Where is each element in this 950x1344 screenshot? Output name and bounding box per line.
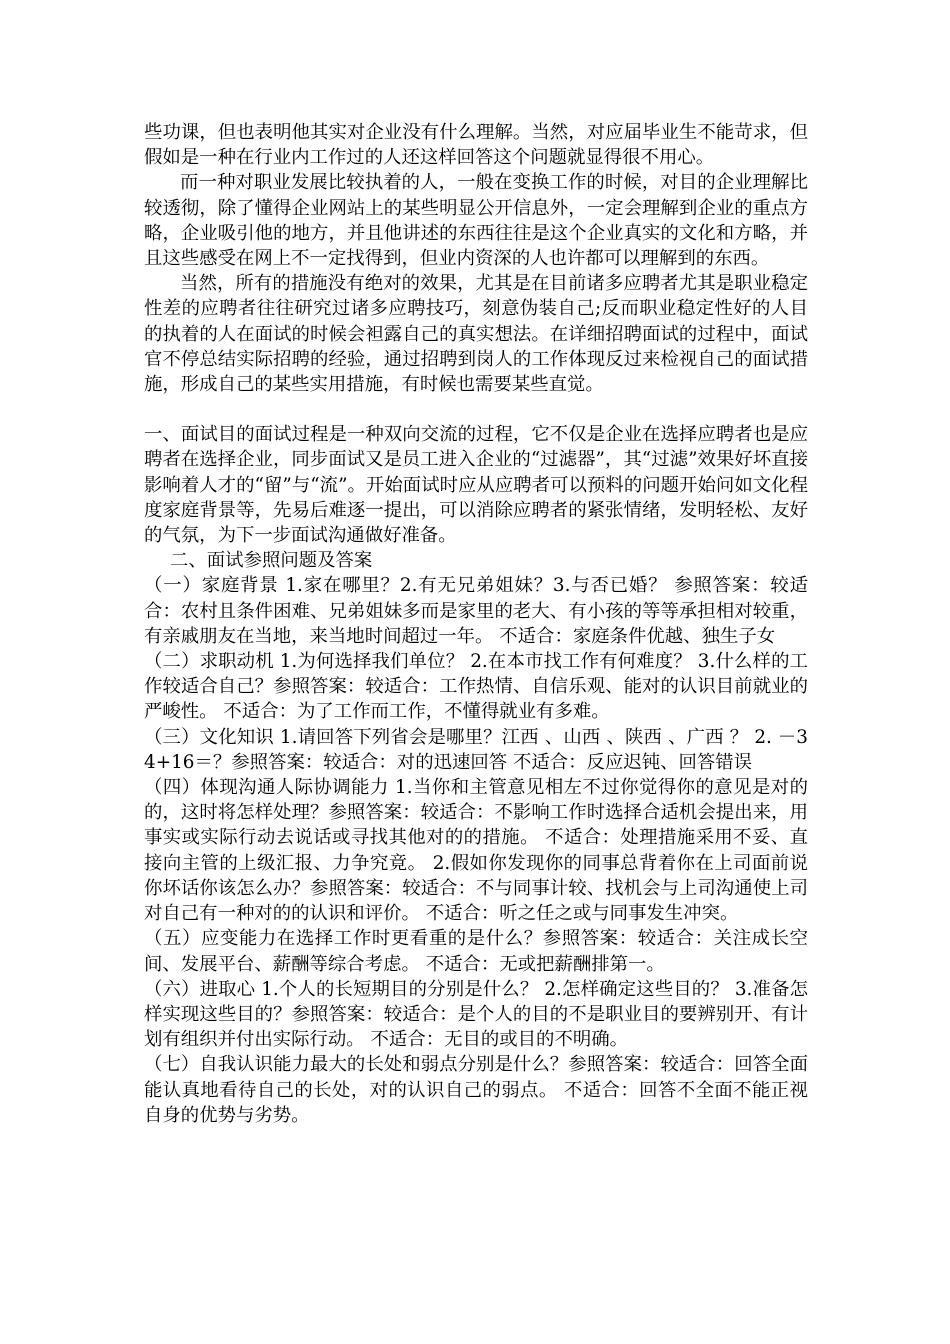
paragraph-gap [144, 397, 808, 422]
question-communication: （四）体现沟通人际协调能力 1.当你和主管意见相左不过你觉得你的意见是对的的，这时将怎样处理？参照答案：较适合：不影响工作时选择合适机会提出来，用事实或实际行动去说话或寻找其他对的的措施。 不适合：处理措施采用不妥、直接向主管的上级汇报、力争究竟。 2.假如你发现你的同事总背着你在上司面前说你坏话你该怎么办？参照答案：较适合：不与同事计较、找机会与上司沟通使上司对自己有一种对的的认识和评价。 不适合：听之任之或与同事发生冲突。 [144, 777, 808, 925]
question-adaptability: （五）应变能力在选择工作时更看重的是什么？参照答案：较适合：关注成长空间、发展平台、薪酬等综合考虑。 不适合：无或把薪酬排第一。 [144, 928, 808, 975]
section-interview-purpose: 一、面试目的面试过程是一种双向交流的过程，它不仅是企业在选择应聘者也是应聘者在选择企业，同步面试又是员工进入企业的“过滤器”，其“过滤”效果好坏直接影响着人才的“留”与“流”。开始面试时应从应聘者可以预料的问题开始问如文化程度家庭背景等，先易后难逐一提出，可以消除应聘者的紧张情绪，发明轻松、友好的气氛，为下一步面试沟通做好准备。 [144, 424, 808, 547]
question-job-motivation: （二）求职动机 1.为何选择我们单位？ 2.在本市找工作有何难度？ 3.什么样的工作较适合自己？参照答案：较适合：工作热情、自信乐观、能对的认识目前就业的严峻性。 不适合：为了工作而工作，不懂得就业有多难。 [144, 651, 808, 723]
paragraph-no-absolute-method: 当然，所有的措施没有绝对的效果，尤其是在目前诸多应聘者尤其是职业稳定性差的应聘者往往研究过诸多应聘技巧，刻意伪装自己;反而职业稳定性好的人目的执着的人在面试的时候会袒露自己的真实想法。在详细招聘面试的过程中，面试官不停总结实际招聘的经验，通过招聘到岗人的工作体现反过来检视自己的面试措施，形成自己的某些实用措施，有时候也需要某些直觉。 [144, 273, 808, 396]
question-self-awareness: （七）自我认识能力最大的长处和弱点分别是什么？参照答案：较适合：回答全面能认真地看待自己的长处，对的认识自己的弱点。 不适合：回答不全面不能正视自身的优势与劣势。 [144, 1054, 808, 1126]
question-ambition: （六）进取心 1.个人的长短期目的分别是什么？ 2.怎样确定这些目的？ 3.准备怎样实现这些目的？参照答案：较适合：是个人的目的不是职业目的要辨别开、有计划有组织并付出实际行动。 不适合：无目的或目的不明确。 [144, 978, 808, 1051]
paragraph-career-commitment: 而一种对职业发展比较执着的人，一般在变换工作的时候，对目的企业理解比较透彻，除了懂得企业网站上的某些明显公开信息外，一定会理解到企业的重点方略，企业吸引他的地方，并且他讲述的东西往往是这个企业真实的文化和方略，并且这些感受在网上不一定找得到，但业内资深的人也许都可以理解到的东西。 [144, 172, 808, 270]
question-family-background: （一）家庭背景 1.家在哪里？2.有无兄弟姐妹？3.与否已婚？ 参照答案：较适合：农村且条件困难、兄弟姐妹多而是家里的老大、有小孩的等等承担相对较重，有亲戚朋友在当地，来当地时间超过一年。 不适合：家庭条件优越、独生子女 [144, 575, 808, 647]
section-heading-questions: 二、面试参照问题及答案 [170, 550, 373, 572]
paragraph-continuation: 些功课，但也表明他其实对企业没有什么理解。当然，对应届毕业生不能苛求，但假如是一种在行业内工作过的人还这样回答这个问题就显得很不用心。 [144, 122, 808, 169]
document-page [144, 120, 808, 1128]
question-cultural-knowledge: （三）文化知识 1.请回答下列省会是哪里？江西 、山西 、陕西 、广西 ？ 2. －34+16＝？参照答案：较适合：对的迅速回答 不适合：反应迟钝、回答错误 [144, 726, 808, 773]
